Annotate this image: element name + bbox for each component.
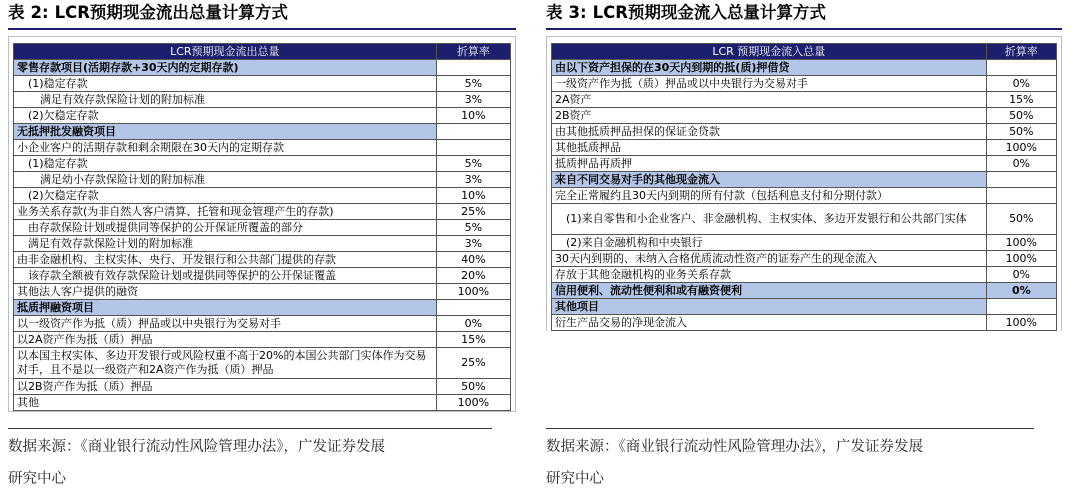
row-label: 30天内到期的、未纳入合格优质流动性资产的证券产生的现金流入 bbox=[552, 251, 987, 267]
table-2-item-header: LCR预期现金流出总量 bbox=[14, 44, 437, 60]
source-line-1: 数据来源：《商业银行流动性风险管理办法》，广发证券发展 bbox=[546, 439, 923, 455]
table-3-source-note bbox=[546, 436, 1066, 490]
row-rate: 0% bbox=[986, 267, 1056, 283]
table-row bbox=[14, 284, 511, 300]
row-rate: 0% bbox=[986, 156, 1056, 172]
row-rate: 5% bbox=[436, 220, 510, 236]
row-rate bbox=[986, 60, 1056, 76]
table-2-title-number: 2: bbox=[30, 3, 49, 22]
row-label: 其他法人客户提供的融资 bbox=[14, 284, 437, 300]
table-row bbox=[552, 267, 1057, 283]
table-row bbox=[552, 283, 1057, 299]
source-line-1: 数据来源：《商业银行流动性风险管理办法》，广发证券发展 bbox=[8, 439, 385, 455]
table-row bbox=[552, 172, 1057, 188]
row-rate: 100% bbox=[436, 284, 510, 300]
source-divider-right bbox=[546, 428, 1034, 429]
table-2-rate-header: 折算率 bbox=[436, 44, 510, 60]
row-rate: 50% bbox=[986, 124, 1056, 140]
row-label: 满足幼小存款保险计划的附加标准 bbox=[14, 172, 437, 188]
row-rate: 25% bbox=[436, 204, 510, 220]
table-3-header-row bbox=[552, 44, 1057, 60]
row-rate: 100% bbox=[986, 251, 1056, 267]
row-label: 其他 bbox=[14, 395, 437, 411]
row-rate: 50% bbox=[986, 204, 1056, 235]
table-row bbox=[14, 92, 511, 108]
row-rate: 3% bbox=[436, 172, 510, 188]
row-rate: 20% bbox=[436, 268, 510, 284]
row-label: 由以下资产担保的在30天内到期的抵(质)押借贷 bbox=[552, 60, 987, 76]
row-rate: 0% bbox=[436, 316, 510, 332]
table-row bbox=[552, 76, 1057, 92]
row-label: 以2B资产作为抵（质）押品 bbox=[14, 379, 437, 395]
row-rate: 100% bbox=[436, 395, 510, 411]
table-row bbox=[14, 220, 511, 236]
title-rule bbox=[546, 28, 1062, 30]
table-row bbox=[552, 188, 1057, 204]
row-rate: 15% bbox=[986, 92, 1056, 108]
table-row bbox=[552, 108, 1057, 124]
table-row bbox=[14, 332, 511, 348]
table-row bbox=[14, 236, 511, 252]
row-rate bbox=[436, 124, 510, 140]
row-rate: 0% bbox=[986, 283, 1056, 299]
table-row bbox=[14, 156, 511, 172]
row-label: 抵质押品再质押 bbox=[552, 156, 987, 172]
table-row bbox=[14, 395, 511, 411]
table-3-body bbox=[552, 60, 1057, 331]
table-row bbox=[552, 235, 1057, 251]
row-label: 完全正常履约且30天内到期的所有付款（包括利息支付和分期付款） bbox=[552, 188, 987, 204]
table-2 bbox=[13, 43, 511, 411]
table-3-item-header: LCR 预期现金流入总量 bbox=[552, 44, 987, 60]
table-2-title-text: LCR预期现金流出总量计算方式 bbox=[54, 3, 288, 22]
row-rate: 40% bbox=[436, 252, 510, 268]
row-rate: 10% bbox=[436, 188, 510, 204]
table-3-title-text: LCR预期现金流入总量计算方式 bbox=[592, 3, 826, 22]
row-label: 由其他抵质押品担保的保证金贷款 bbox=[552, 124, 987, 140]
source-divider-left bbox=[8, 428, 492, 429]
table-row bbox=[552, 60, 1057, 76]
table-row bbox=[14, 108, 511, 124]
row-rate: 100% bbox=[986, 140, 1056, 156]
table-row bbox=[14, 300, 511, 316]
table-3-panel bbox=[546, 0, 1062, 331]
row-rate: 10% bbox=[436, 108, 510, 124]
row-rate: 100% bbox=[986, 235, 1056, 251]
row-label: 业务关系存款(为非自然人客户清算、托管和现金管理产生的存款) bbox=[14, 204, 437, 220]
table-row bbox=[14, 316, 511, 332]
row-label: 该存款全额被有效存款保险计划或提供同等保护的公开保证覆盖 bbox=[14, 268, 437, 284]
row-rate bbox=[986, 172, 1056, 188]
table-row bbox=[14, 204, 511, 220]
table-3-frame bbox=[546, 36, 1062, 331]
row-rate: 3% bbox=[436, 92, 510, 108]
table-2-frame bbox=[8, 36, 516, 412]
row-label: 信用便利、流动性便利和或有融资便利 bbox=[552, 283, 987, 299]
table-2-header-row bbox=[14, 44, 511, 60]
table-row bbox=[14, 140, 511, 156]
table-row bbox=[14, 172, 511, 188]
table-2-panel bbox=[8, 0, 516, 412]
table-2-source-note bbox=[8, 436, 508, 490]
row-label: 由非金融机构、主权实体、央行、开发银行和公共部门提供的存款 bbox=[14, 252, 437, 268]
row-label: (2)欠稳定存款 bbox=[14, 188, 437, 204]
table-3-title bbox=[546, 0, 1062, 26]
source-line-2: 研究中心 bbox=[8, 471, 66, 487]
row-label: 无抵押批发融资项目 bbox=[14, 124, 437, 140]
table-row bbox=[552, 92, 1057, 108]
table-row bbox=[552, 140, 1057, 156]
row-label: (1)稳定存款 bbox=[14, 156, 437, 172]
table-row bbox=[14, 348, 511, 379]
row-rate bbox=[436, 140, 510, 156]
table-row bbox=[14, 124, 511, 140]
row-label: 以本国主权实体、多边开发银行或风险权重不高于20%的本国公共部门实体作为交易对手，且不是以一级资产和2A资产作为抵（质）押品 bbox=[14, 348, 437, 379]
row-rate bbox=[986, 188, 1056, 204]
row-rate: 3% bbox=[436, 236, 510, 252]
row-label: 一级资产作为抵（质）押品或以中央银行为交易对手 bbox=[552, 76, 987, 92]
row-label: 满足有效存款保险计划的附加标准 bbox=[14, 92, 437, 108]
table-row bbox=[552, 124, 1057, 140]
table-3 bbox=[551, 43, 1057, 331]
source-line-2: 研究中心 bbox=[546, 471, 604, 487]
row-label: 小企业客户的活期存款和剩余期限在30天内的定期存款 bbox=[14, 140, 437, 156]
row-rate: 50% bbox=[986, 108, 1056, 124]
table-row bbox=[14, 268, 511, 284]
row-label: (2)欠稳定存款 bbox=[14, 108, 437, 124]
row-label: 衍生产品交易的净现金流入 bbox=[552, 315, 987, 331]
table-row bbox=[14, 76, 511, 92]
table-2-title-prefix: 表 bbox=[8, 3, 25, 22]
table-row bbox=[552, 204, 1057, 235]
table-row bbox=[14, 188, 511, 204]
row-rate: 0% bbox=[986, 76, 1056, 92]
table-3-title-number: 3: bbox=[568, 3, 587, 22]
row-rate: 5% bbox=[436, 76, 510, 92]
table-row bbox=[552, 156, 1057, 172]
row-label: 满足有效存款保险计划的附加标准 bbox=[14, 236, 437, 252]
table-2-body bbox=[14, 60, 511, 411]
row-label: (1)稳定存款 bbox=[14, 76, 437, 92]
row-rate bbox=[436, 60, 510, 76]
title-rule bbox=[8, 28, 516, 30]
row-label: 由存款保险计划或提供同等保护的公开保证所覆盖的部分 bbox=[14, 220, 437, 236]
row-label: 抵质押融资项目 bbox=[14, 300, 437, 316]
row-rate: 100% bbox=[986, 315, 1056, 331]
row-label: 2B资产 bbox=[552, 108, 987, 124]
table-3-title-prefix: 表 bbox=[546, 3, 563, 22]
table-row bbox=[14, 252, 511, 268]
row-rate bbox=[986, 299, 1056, 315]
row-rate: 15% bbox=[436, 332, 510, 348]
row-label: 存放于其他金融机构的业务关系存款 bbox=[552, 267, 987, 283]
table-3-rate-header: 折算率 bbox=[986, 44, 1056, 60]
table-row bbox=[552, 251, 1057, 267]
table-row bbox=[14, 379, 511, 395]
row-rate bbox=[436, 300, 510, 316]
row-label: (2)来自金融机构和中央银行 bbox=[552, 235, 987, 251]
row-label: (1)来自零售和小企业客户、非金融机构、主权实体、多边开发银行和公共部门实体 bbox=[552, 204, 987, 235]
table-row bbox=[552, 315, 1057, 331]
table-2-title bbox=[8, 0, 516, 26]
row-label: 以一级资产作为抵（质）押品或以中央银行为交易对手 bbox=[14, 316, 437, 332]
row-rate: 50% bbox=[436, 379, 510, 395]
table-row bbox=[14, 60, 511, 76]
row-label: 零售存款项目(活期存款+30天内的定期存款) bbox=[14, 60, 437, 76]
row-label: 2A资产 bbox=[552, 92, 987, 108]
table-row bbox=[552, 299, 1057, 315]
row-label: 以2A资产作为抵（质）押品 bbox=[14, 332, 437, 348]
row-rate: 25% bbox=[436, 348, 510, 379]
row-rate: 5% bbox=[436, 156, 510, 172]
row-label: 其他抵质押品 bbox=[552, 140, 987, 156]
row-label: 来自不同交易对手的其他现金流入 bbox=[552, 172, 987, 188]
row-label: 其他项目 bbox=[552, 299, 987, 315]
